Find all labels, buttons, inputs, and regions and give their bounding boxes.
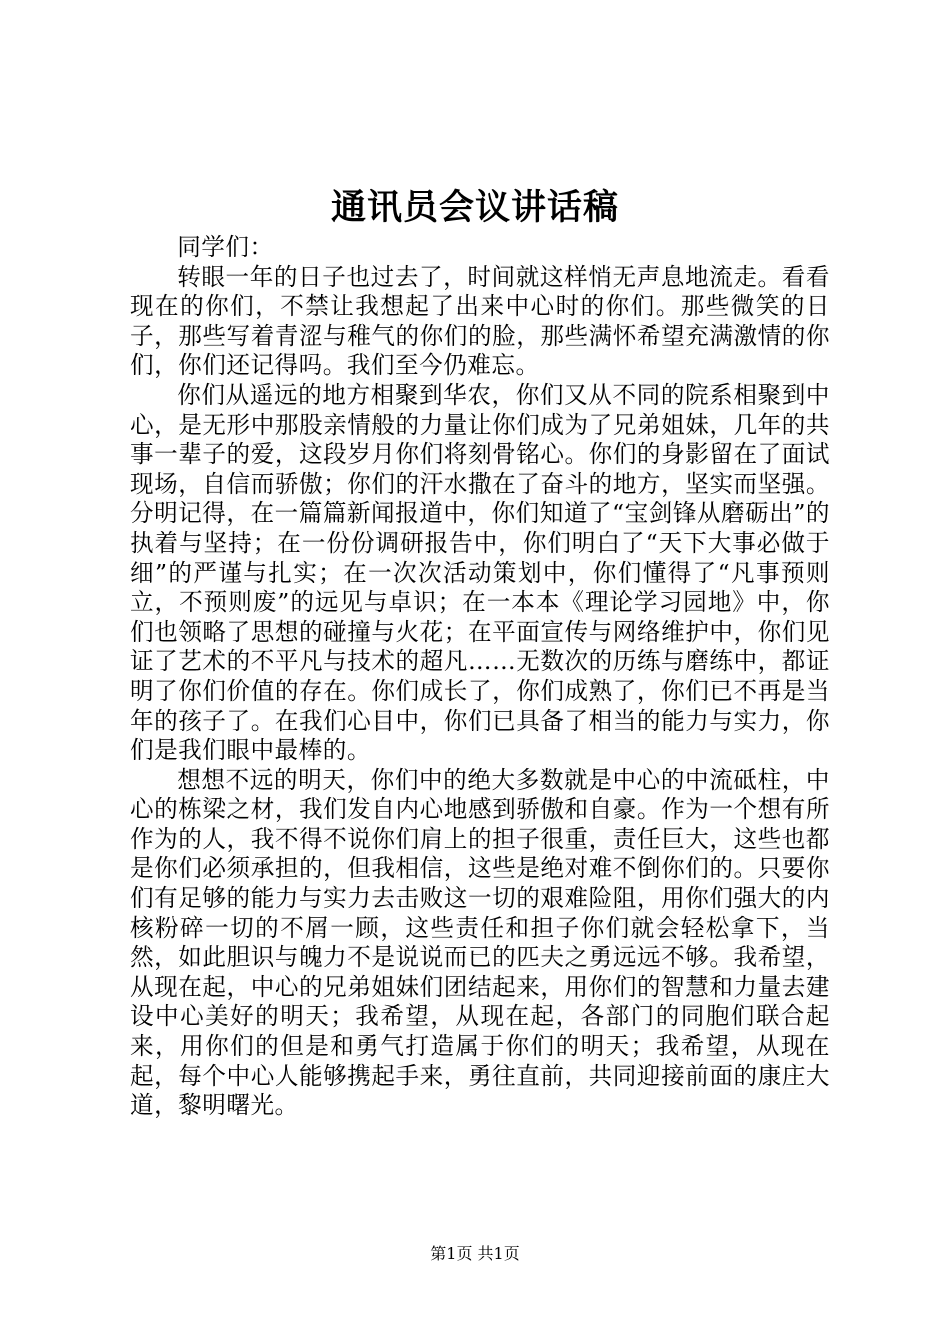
salutation: 同学们： bbox=[177, 233, 274, 261]
paragraph-1: 转眼一年的日子也过去了，时间就这样悄无声息地流走。看看现在的你们，不禁让我想起了出来中心时的你们。那些微笑的日子，那些写着青涩与稚气的你们的脸，那些满怀希望充满激情的你们，你们还记得吗。我们至今仍难忘。 bbox=[130, 262, 830, 380]
document-title: 通讯员会议讲话稿 bbox=[330, 187, 619, 228]
paragraph-2: 你们从遥远的地方相聚到华农，你们又从不同的院系相聚到中心，是无形中那股亲情般的力量让你们成为了兄弟姐妹，几年的共事一辈子的爱，这段岁月你们将刻骨铭心。你们的身影留在了面试现场，自信而骄傲；你们的汗水撒在了奋斗的地方，坚实而坚强。分明记得，在一篇篇新闻报道中，你们知道了“宝剑锋从磨砺出”的执着与坚持；在一份份调研报告中，你们明白了“天下大事必做于细”的严谨与扎实；在一次次活动策划中，你们懂得了“凡事预则立，不预则废”的远见与卓识；在一本本《理论学习园地》中，你们也领略了思想的碰撞与火花；在平面宣传与网络维护中，你们见证了艺术的不平凡与技术的超凡……无数次的历练与磨练中，都证明了你们价值的存在。你们成长了，你们成熟了，你们已不再是当年的孩子了。在我们心目中，你们已具备了相当的能力与实力，你们是我们眼中最棒的。 bbox=[130, 380, 830, 765]
page-footer: 第1页 共1页 bbox=[430, 1244, 520, 1263]
document-body bbox=[130, 233, 830, 1121]
paragraph-3: 想想不远的明天，你们中的绝大多数就是中心的中流砥柱，中心的栋梁之材，我们发自内心地感到骄傲和自豪。作为一个想有所作为的人，我不得不说你们肩上的担子很重，责任巨大，这些也都是你们必须承担的，但我相信，这些是绝对难不倒你们的。只要你们有足够的能力与实力去击败这一切的艰难险阻，用你们强大的内核粉碎一切的不屑一顾，这些责任和担子你们就会轻松拿下，当然，如此胆识与魄力不是说说而已的匹夫之勇远远不够。我希望，从现在起，中心的兄弟姐妹们团结起来，用你们的智慧和力量去建设中心美好的明天；我希望，从现在起，各部门的同胞们联合起来，用你们的但是和勇气打造属于你们的明天；我希望，从现在起，每个中心人能够携起手来，勇往直前，共同迎接前面的康庄大道，黎明曙光。 bbox=[130, 765, 830, 1120]
